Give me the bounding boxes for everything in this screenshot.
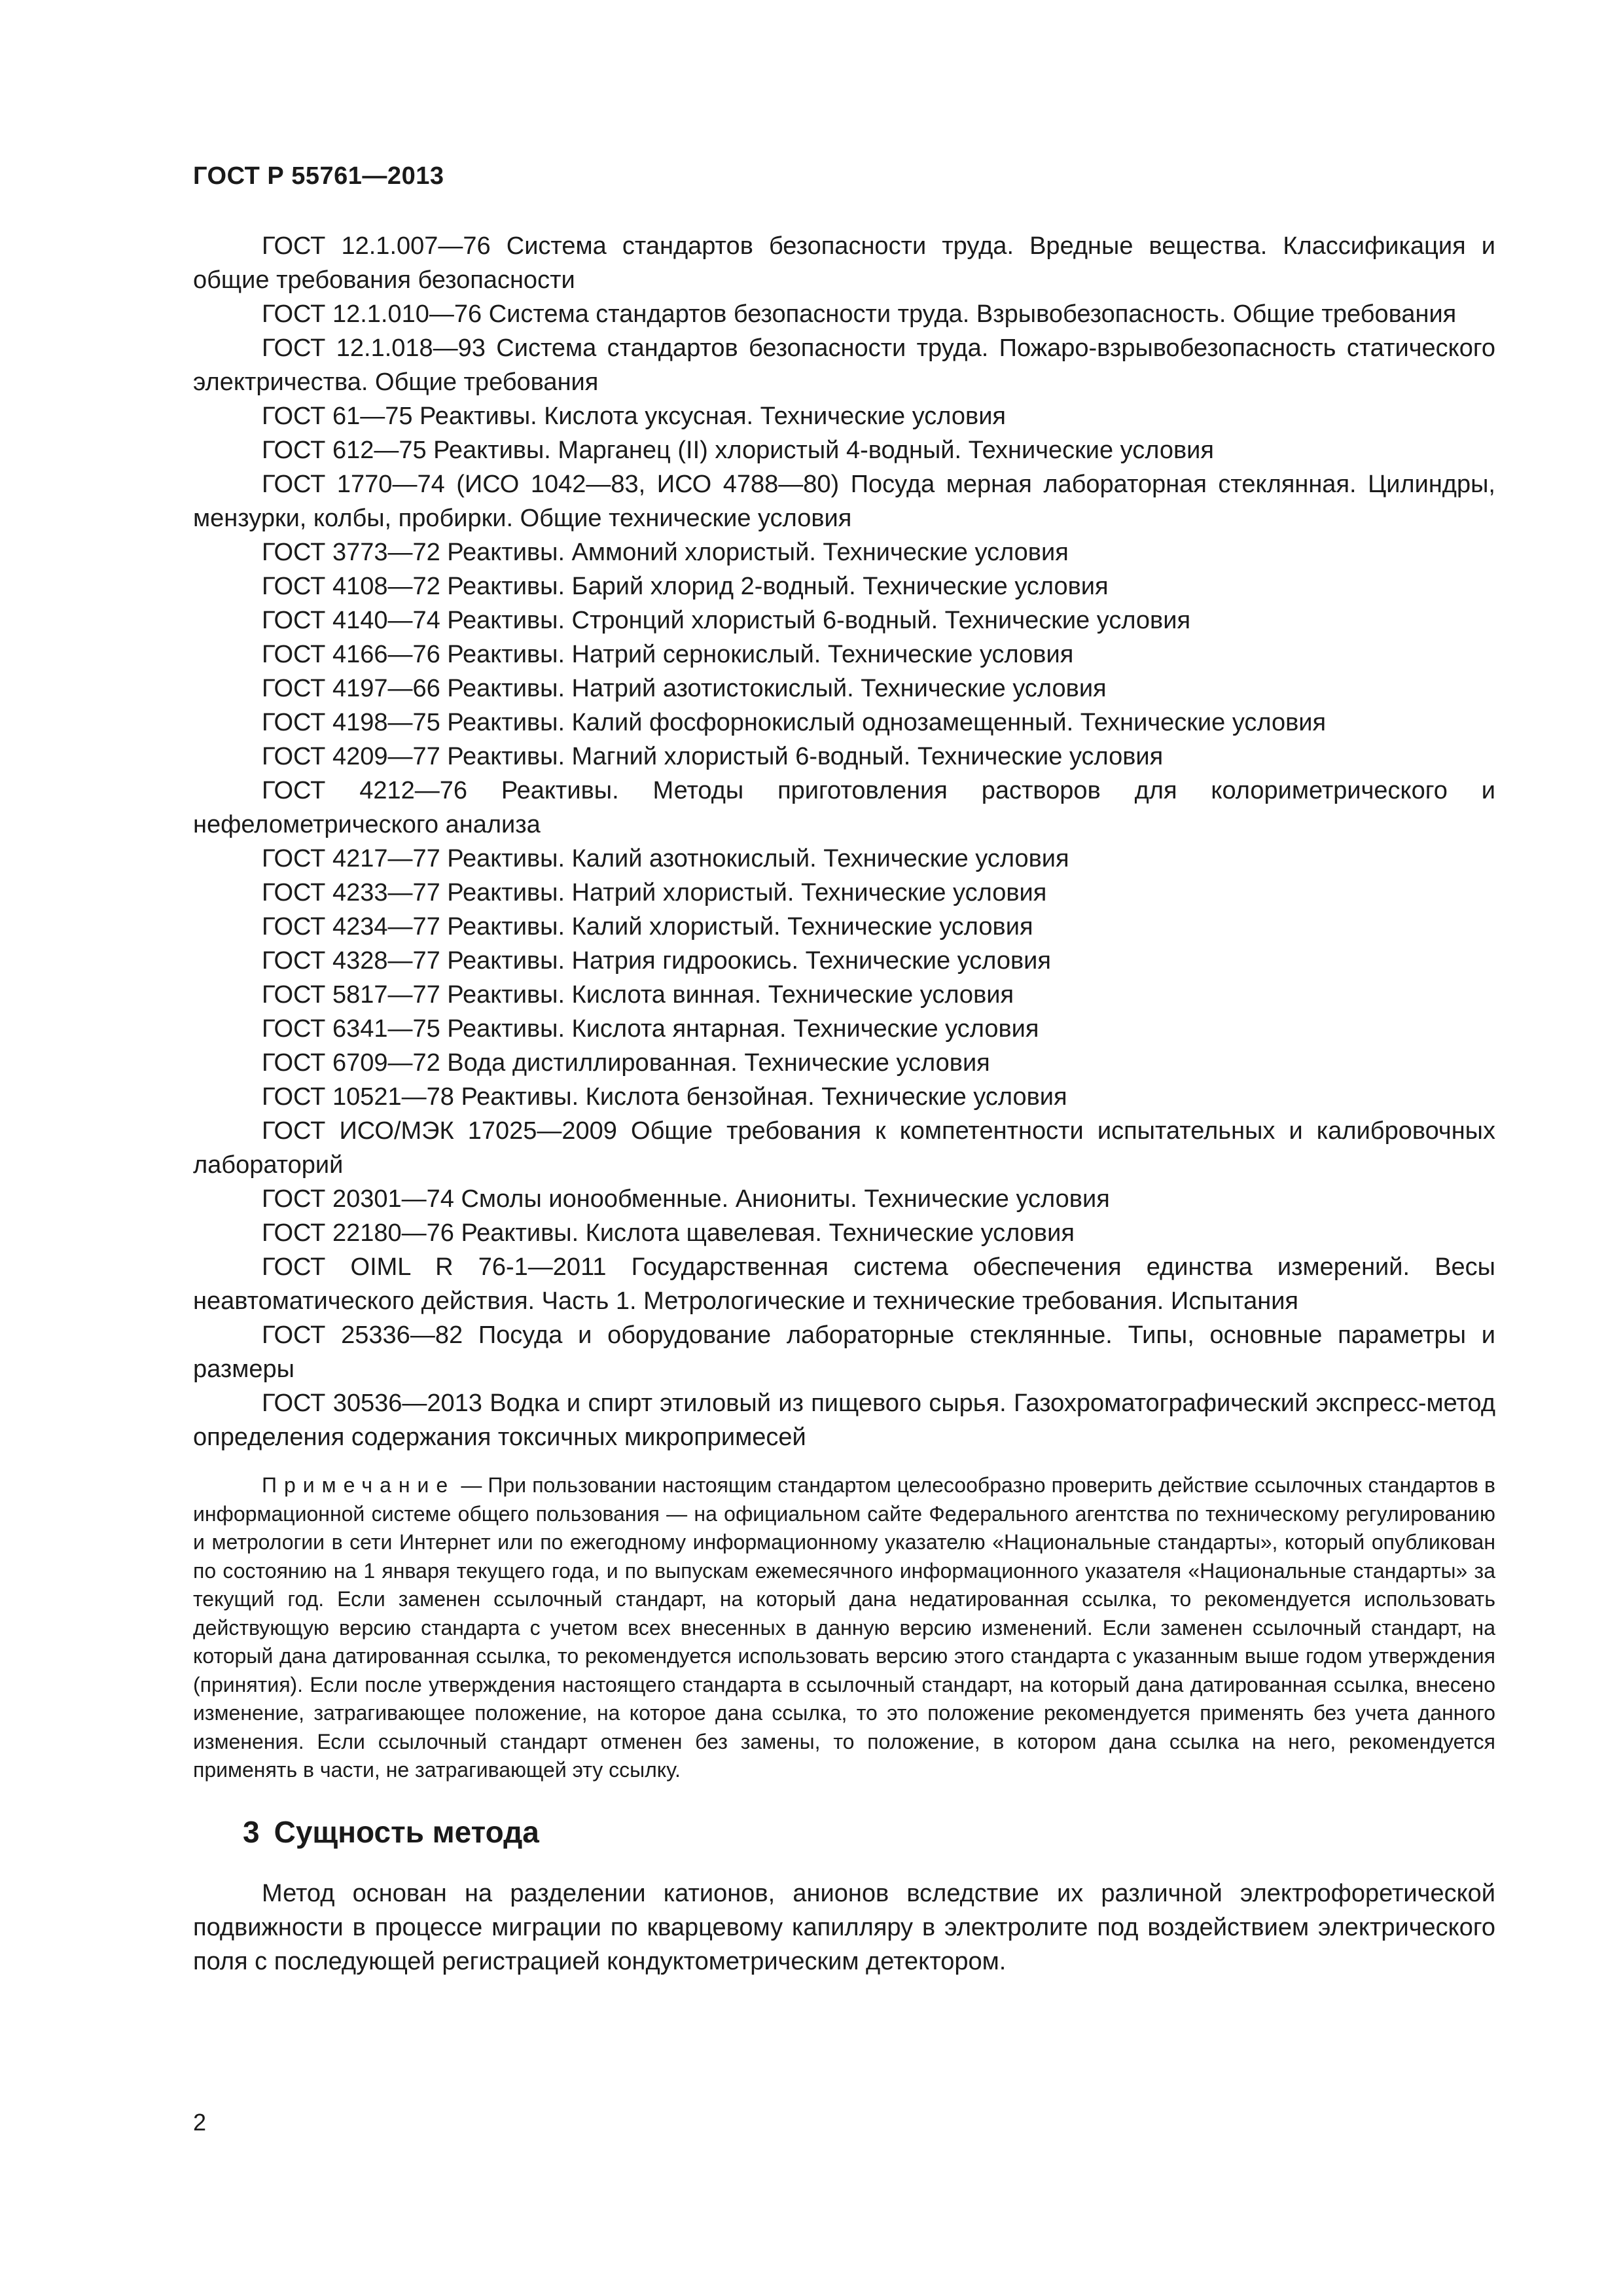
reference-item: ГОСТ 612—75 Реактивы. Марганец (II) хлористый 4-водный. Технические условия <box>262 437 1214 464</box>
page-number: 2 <box>193 2109 207 2136</box>
reference-item: ГОСТ 25336—82 Посуда и оборудование лабораторные стеклянные. Типы, основные параметры и размеры <box>193 1321 1495 1383</box>
reference-item: ГОСТ 4209—77 Реактивы. Магний хлористый 6-водный. Технические условия <box>262 743 1164 770</box>
reference-item: ГОСТ ИСО/МЭК 17025—2009 Общие требования к компетентности испытательных и калибровочных лабораторий <box>193 1117 1495 1179</box>
reference-item: ГОСТ 4108—72 Реактивы. Барий хлорид 2-водный. Технические условия <box>262 573 1109 600</box>
document-header: ГОСТ Р 55761—2013 <box>193 162 444 190</box>
section-title: Сущность метода <box>274 1814 539 1849</box>
reference-item: ГОСТ 5817—77 Реактивы. Кислота винная. Технические условия <box>262 981 1014 1009</box>
note-paragraph <box>193 1471 1495 1785</box>
note-text: — При пользовании настоящим стандартом целесообразно проверить действие ссылочных стандартов в информационной системе общего пользования — на официальном сайте Федерального агентства по техническому регулированию и метрологии в сети Интернет или по ежегодному информационному указателю «Национальные стандарты», который опубликован по состоянию на 1 января текущего года, и по выпускам ежемесячного информационного указателя «Национальные стандарты» за текущий год. Если заменен ссылочный стандарт, на который дана недатированная ссылка, то рекомендуется использовать действующую версию стандарта с учетом всех внесенных в данную версию изменений. Если заменен ссылочный стандарт, на который дана датированная ссылка, то рекомендуется использовать версию этого стандарта с указанным выше годом утверждения (принятия). Если после утверждения настоящего стандарта в ссылочный стандарт, на который дана датированная ссылка, внесено изменение, затрагивающее положение, на которое дана ссылка, то это положение рекомендуется применять без учета данного изменения. Если ссылочный стандарт отменен без замены, то положение, в котором дана ссылка на него, рекомендуется применять в части, не затрагивающей эту ссылку. <box>193 1473 1495 1782</box>
reference-item: ГОСТ 30536—2013 Водка и спирт этиловый из пищевого сырья. Газохроматографический экспресс-метод определения содержания токсичных микропримесей <box>193 1390 1495 1451</box>
reference-item: ГОСТ 20301—74 Смолы ионообменные. Аниониты. Технические условия <box>262 1185 1110 1213</box>
reference-item: ГОСТ 10521—78 Реактивы. Кислота бензойная. Технические условия <box>262 1083 1067 1111</box>
reference-item: ГОСТ 1770—74 (ИСО 1042—83, ИСО 4788—80) Посуда мерная лабораторная стеклянная. Цилиндры, мензурки, колбы, пробирки. Общие технические условия <box>193 471 1495 532</box>
reference-item: ГОСТ OIML R 76-1—2011 Государственная система обеспечения единства измерений. Весы неавтоматического действия. Часть 1. Метрологические и технические требования. Испытания <box>193 1253 1495 1315</box>
reference-item: ГОСТ 4328—77 Реактивы. Натрия гидроокись. Технические условия <box>262 947 1051 975</box>
reference-item: ГОСТ 4198—75 Реактивы. Калий фосфорнокислый однозамещенный. Технические условия <box>262 709 1327 736</box>
note-label: Примечание <box>262 1473 455 1497</box>
section-number: 3 <box>243 1814 260 1849</box>
reference-item: ГОСТ 22180—76 Реактивы. Кислота щавелевая. Технические условия <box>262 1219 1075 1247</box>
reference-item: ГОСТ 12.1.007—76 Система стандартов безопасности труда. Вредные вещества. Классификация и общие требования безопасности <box>193 232 1495 294</box>
reference-item: ГОСТ 4197—66 Реактивы. Натрий азотистокислый. Технические условия <box>262 675 1107 702</box>
reference-item: ГОСТ 12.1.010—76 Система стандартов безопасности труда. Взрывобезопасность. Общие требования <box>262 300 1457 328</box>
section-heading <box>193 1812 1495 1852</box>
normative-references-list <box>193 229 1495 1454</box>
reference-item: ГОСТ 4217—77 Реактивы. Калий азотнокислый. Технические условия <box>262 845 1069 872</box>
reference-item: ГОСТ 6709—72 Вода дистиллированная. Технические условия <box>262 1049 990 1077</box>
reference-item: ГОСТ 12.1.018—93 Система стандартов безопасности труда. Пожаро-взрывобезопасность статического электричества. Общие требования <box>193 334 1495 396</box>
reference-item: ГОСТ 4166—76 Реактивы. Натрий сернокислый. Технические условия <box>262 641 1074 668</box>
section-body: Метод основан на разделении катионов, анионов вследствие их различной электрофоретической подвижности в процессе миграции по кварцевому капилляру в электролите под воздействием электрического поля с последующей регистрацией кондуктометрическим детектором. <box>193 1879 1495 1975</box>
reference-item: ГОСТ 3773—72 Реактивы. Аммоний хлористый. Технические условия <box>262 539 1069 566</box>
reference-item: ГОСТ 6341—75 Реактивы. Кислота янтарная. Технические условия <box>262 1015 1039 1043</box>
reference-item: ГОСТ 4234—77 Реактивы. Калий хлористый. Технические условия <box>262 913 1033 941</box>
reference-item: ГОСТ 61—75 Реактивы. Кислота уксусная. Технические условия <box>262 403 1007 430</box>
reference-item: ГОСТ 4233—77 Реактивы. Натрий хлористый. Технические условия <box>262 879 1047 906</box>
reference-item: ГОСТ 4212—76 Реактивы. Методы приготовления растворов для колориметрического и нефелометрического анализа <box>193 777 1495 838</box>
page-content <box>193 229 1495 2003</box>
reference-item: ГОСТ 4140—74 Реактивы. Стронций хлористый 6-водный. Технические условия <box>262 607 1191 634</box>
